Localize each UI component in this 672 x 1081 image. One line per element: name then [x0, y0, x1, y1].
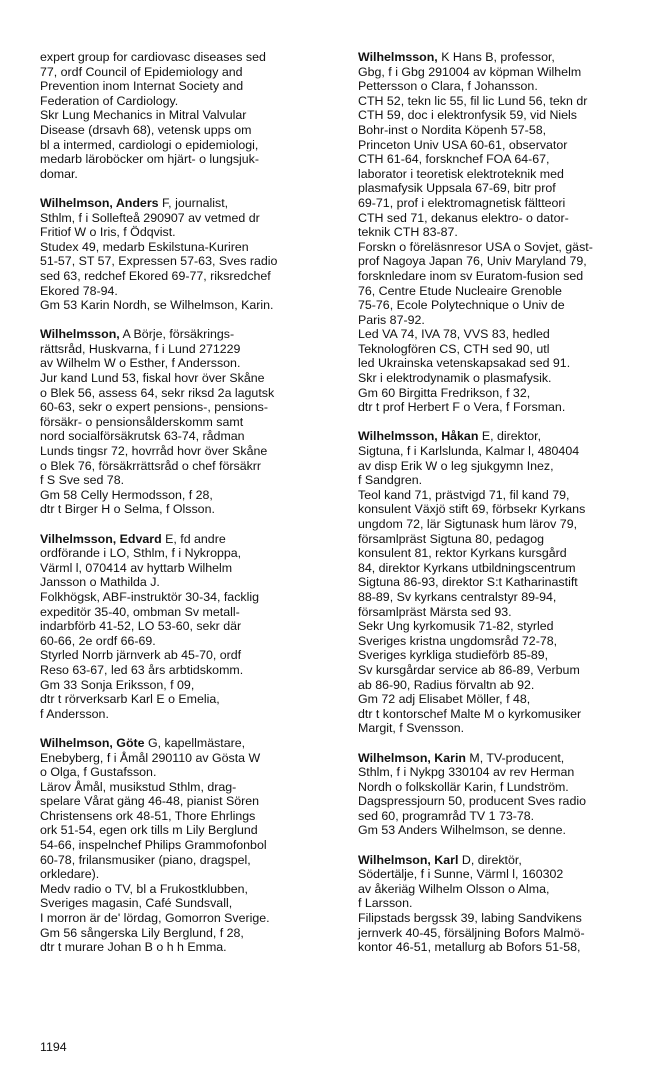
entry-text: D, direktör, [458, 852, 522, 867]
entry-line: konsulent 81, rektor Kyrkans kursgård [358, 546, 567, 561]
entry-line [40, 327, 330, 342]
entry-line: Gm 72 adj Elisabet Möller, f 48, [358, 692, 531, 707]
entry-line: plasmafysik Uppsala 67-69, bitr prof [358, 181, 556, 196]
entry-line: Lärov Åmål, musikstud Sthlm, drag- [40, 779, 237, 794]
entry-line: församlpräst Sigtuna 80, pedagog [358, 531, 544, 546]
entry-line: forsknledare inom sv Euratom-fusion sed [358, 268, 584, 283]
entry-line: Dagspressjourn 50, producent Sves radio [358, 794, 586, 809]
entry-line: ordförande i LO, Sthlm, f i Nykroppa, [40, 546, 242, 561]
entry-line: Nordh o folkskollär Karin, f Lundström. [358, 779, 569, 794]
entry-line: Sveriges kristna ungdomsråd 72-78, [358, 633, 558, 648]
entry-line [358, 751, 648, 766]
entry-text: K Hans B, professor, [437, 50, 555, 64]
entry-line: Gm 58 Celly Hermodsson, f 28, [40, 487, 213, 502]
entry-line: laborator i teoretisk elektroteknik med [358, 166, 564, 181]
biography-entry [40, 327, 330, 517]
entry-text: M, TV-producent, [465, 750, 565, 765]
entry-line: f Larsson. [358, 896, 413, 911]
entry-line: 54-66, inspelnchef Philips Grammofonbol [40, 838, 267, 853]
entry-line: Sekr Ung kyrkomusik 71-82, styrled [358, 619, 554, 634]
entry-line: Jansson o Mathilda J. [40, 575, 160, 590]
entry-line: dtr t rörverksarb Karl E o Emelia, [40, 692, 220, 707]
entry-line [358, 50, 648, 65]
entry-line: Princeton Univ USA 60-61, observator [358, 137, 568, 152]
entry-line: dtr t kontorschef Malte M o kyrkomusiker [358, 706, 582, 721]
entry-line: Sveriges magasin, Café Sundsvall, [40, 896, 233, 911]
entry-line: Sthlm, f i Sollefteå 290907 av vetmed dr [40, 210, 260, 225]
entry-headword: Wilhelmson, Anders [40, 195, 159, 210]
entry-headword: Wilhelmson, Karl [358, 852, 459, 867]
entry-line: expert group for cardiovasc diseases sed [40, 50, 266, 64]
left-column [40, 50, 330, 969]
entry-line: dtr t prof Herbert F o Vera, f Forsman. [358, 400, 566, 415]
entry-line: Disease (drsavh 68), vetensk upps om [40, 122, 252, 137]
entry-line: Federation of Cardiology. [40, 93, 179, 108]
entry-line: CTH 52, tekn lic 55, fil lic Lund 56, tekn dr [358, 93, 588, 108]
entry-line: CTH 61-64, forsknchef FOA 64-67, [358, 152, 550, 167]
entry-line: indarbförb 41-52, LO 53-60, sekr där [40, 619, 242, 634]
entry-line: dtr t murare Johan B o h h Emma. [40, 940, 227, 955]
biography-entry [40, 196, 330, 313]
entry-line: Fritiof W o Iris, f Ödqvist. [40, 225, 176, 240]
biography-entry [358, 853, 648, 955]
entry-line: Teol kand 71, prästvigd 71, fil kand 79, [358, 487, 570, 502]
entry-line: 69-71, prof i elektromagnetisk fältteori [358, 195, 566, 210]
entry-line: domar. [40, 166, 78, 181]
entry-line: dtr t Birger H o Selma, f Olsson. [40, 502, 215, 517]
entry-line: Christensens ork 48-51, Thore Ehrlings [40, 808, 256, 823]
entry-line: Ekored 78-94. [40, 283, 118, 298]
entry-line: 76, Centre Etude Nucleaire Grenoble [358, 283, 562, 298]
entry-text: E, direktor, [478, 429, 542, 444]
entry-line [40, 196, 330, 211]
entry-line: Sigtuna, f i Karlslunda, Kalmar l, 480404 [358, 444, 580, 459]
entry-line: nord socialförsäkrutsk 63-74, rådman [40, 429, 245, 444]
entry-headword: Wilhelmson, Karin [358, 750, 466, 765]
entry-line: Gm 53 Karin Nordh, se Wilhelmson, Karin. [40, 298, 274, 313]
entry-line: Prevention inom Internat Society and [40, 79, 244, 94]
entry-line: o Olga, f Gustafsson. [40, 765, 157, 780]
entry-text: E, fd andre [161, 531, 226, 546]
entry-line: Medv radio o TV, bl a Frukostklubben, [40, 881, 249, 896]
entry-line: prof Nagoya Japan 76, Univ Maryland 79, [358, 254, 587, 269]
entry-line: Margit, f Svensson. [358, 721, 465, 736]
entry-line: av åkeriäg Wilhelm Olsson o Alma, [358, 881, 550, 896]
entry-headword: Vilhelmsson, Edvard [40, 531, 162, 546]
right-column [358, 50, 648, 969]
entry-line: 60-63, sekr o expert pensions-, pensions- [40, 400, 268, 415]
entry-line: spelare Vårat gäng 46-48, pianist Sören [40, 794, 260, 809]
entry-headword: Wilhelmsson, Håkan [358, 429, 479, 444]
entry-line: kontor 46-51, metallurg ab Bofors 51-58, [358, 940, 581, 955]
entry-line: Teknologfören CS, CTH sed 90, utl [358, 341, 550, 356]
entry-line: sed 60, programråd TV 1 73-78. [358, 808, 535, 823]
entry-line: 60-78, frilansmusiker (piano, dragspel, [40, 852, 251, 867]
entry-line: Reso 63-67, led 63 års arbtidskomm. [40, 662, 244, 677]
entry-line: medarb läroböcker om hjärt- o lungsjuk- [40, 152, 259, 167]
entry-line [40, 532, 330, 547]
entry-line: jernverk 40-45, försäljning Bofors Malmö- [358, 925, 585, 940]
entry-line: Sthlm, f i Nykpg 330104 av rev Herman [358, 765, 575, 780]
entry-line: Sv kursgårdar service ab 86-89, Verbum [358, 662, 580, 677]
entry-line: av Wilhelm W o Esther, f Andersson. [40, 356, 241, 371]
entry-line: CTH 59, doc i elektronfysik 59, vid Niels [358, 108, 577, 123]
entry-line: Folkhögsk, ABF-instruktör 30-34, facklig [40, 589, 259, 604]
entry-headword: Wilhelmson, Göte [40, 735, 145, 750]
entry-line: Jur kand Lund 53, fiskal hovr över Skåne [40, 371, 265, 386]
entry-line: 75-76, Ecole Polytechnique o Univ de [358, 298, 565, 313]
biography-entry [40, 50, 330, 181]
entry-line: Gm 53 Anders Wilhelmson, se denne. [358, 823, 566, 838]
entry-line [40, 736, 330, 751]
entry-line: Studex 49, medarb Eskilstuna-Kuriren [40, 239, 249, 254]
entry-line: konsulent Växjö stift 69, förbsekr Kyrkans [358, 502, 586, 517]
biography-entry [40, 532, 330, 722]
biography-entry [358, 751, 648, 839]
entry-line: expeditör 35-40, ombman Sv metall- [40, 604, 240, 619]
entry-line: o Blek 76, försäkrrättsråd o chef försäkrr [40, 458, 262, 473]
entry-text: G, kapellmästare, [144, 735, 246, 750]
entry-line: Styrled Norrb järnverk ab 45-70, ordf [40, 648, 242, 663]
entry-line: ork 51-54, egen ork tills m Lily Berglund [40, 823, 258, 838]
entry-line: Enebyberg, f i Åmål 290110 av Gösta W [40, 750, 261, 765]
biography-entry [40, 736, 330, 955]
entry-line: Skr Lung Mechanics in Mitral Valvular [40, 108, 247, 123]
entry-line: 60-66, 2e ordf 66-69. [40, 633, 156, 648]
entry-line: Gm 33 Sonja Eriksson, f 09, [40, 677, 195, 692]
entry-line: ungdom 72, lär Sigtunask hum lärov 79, [358, 517, 578, 531]
entry-line: församlpräst Märsta sed 93. [358, 604, 512, 619]
entry-line: Södertälje, f i Sunne, Värml l, 160302 [358, 867, 564, 882]
entry-text: F, journalist, [158, 195, 229, 210]
entry-text: A Börje, försäkrings- [119, 327, 235, 342]
entry-line: Gm 60 Birgitta Fredrikson, f 32, [358, 385, 531, 400]
entry-line: f S Sve sed 78. [40, 473, 125, 488]
entry-line: 51-57, ST 57, Expressen 57-63, Sves radio [40, 254, 278, 269]
page-number: 1194 [40, 1040, 67, 1054]
entry-line: o Blek 56, assess 64, sekr riksd 2a lagutsk [40, 385, 275, 400]
entry-line: Forskn o föreläsnresor USA o Sovjet, gäst- [358, 239, 593, 254]
entry-line: Bohr-inst o Nordita Köpenh 57-58, [358, 122, 547, 137]
entry-line: ab 86-90, Radius förvaltn ab 92. [358, 677, 535, 692]
entry-line: rättsråd, Huskvarna, f i Lund 271229 [40, 341, 241, 356]
entry-line: 88-89, Sv kyrkans centralstyr 89-94, [358, 589, 557, 604]
entry-line: Led VA 74, IVA 78, VVS 83, hedled [358, 327, 550, 342]
entry-line: Filipstads bergssk 39, labing Sandvikens [358, 911, 582, 926]
entry-line [358, 429, 648, 444]
entry-line: CTH sed 71, dekanus elektro- o dator- [358, 210, 569, 225]
entry-line: teknik CTH 83-87. [358, 225, 458, 240]
entry-line: 84, direktor Kyrkans utbildningscentrum [358, 560, 576, 575]
entry-headword: Wilhelmsson, [358, 50, 438, 64]
entry-line: f Sandgren. [358, 473, 423, 488]
entry-line: Skr i elektrodynamik o plasmafysik. [358, 371, 552, 386]
entry-line: orkledare). [40, 867, 100, 882]
entry-line: av disp Erik W o leg sjukgymn Inez, [358, 458, 554, 473]
entry-line: Paris 87-92. [358, 312, 425, 327]
entry-line: Pettersson o Clara, f Johansson. [358, 79, 538, 94]
entry-line: f Andersson. [40, 706, 109, 721]
entry-line: bl a intermed, cardiologi o epidemiologi, [40, 137, 259, 152]
entry-headword: Wilhelmsson, [40, 327, 120, 342]
entry-line: sed 63, redchef Ekored 69-77, riksredchef [40, 268, 271, 283]
entry-line: Lunds tingsr 72, hovrråd hovr över Skåne [40, 444, 268, 459]
entry-line: Gm 56 sångerska Lily Berglund, f 28, [40, 925, 244, 940]
entry-line: led Ukrainska vetenskapsakad sed 91. [358, 356, 571, 371]
entry-line: Gbg, f i Gbg 291004 av köpman Wilhelm [358, 64, 582, 79]
entry-line: Sveriges kyrkliga studieförb 85-89, [358, 648, 549, 663]
entry-line [358, 853, 648, 868]
entry-line: 77, ordf Council of Epidemiology and [40, 64, 243, 79]
entry-line: försäkr- o pensionsålderskomm samt [40, 414, 244, 429]
biography-entry [358, 429, 648, 735]
entry-line: Sigtuna 86-93, direktor S:t Katharinastift [358, 575, 578, 590]
entry-line: I morron är de' lördag, Gomorron Sverige. [40, 911, 270, 926]
biography-entry [358, 50, 648, 415]
entry-line: Värml l, 070414 av hyttarb Wilhelm [40, 560, 233, 575]
